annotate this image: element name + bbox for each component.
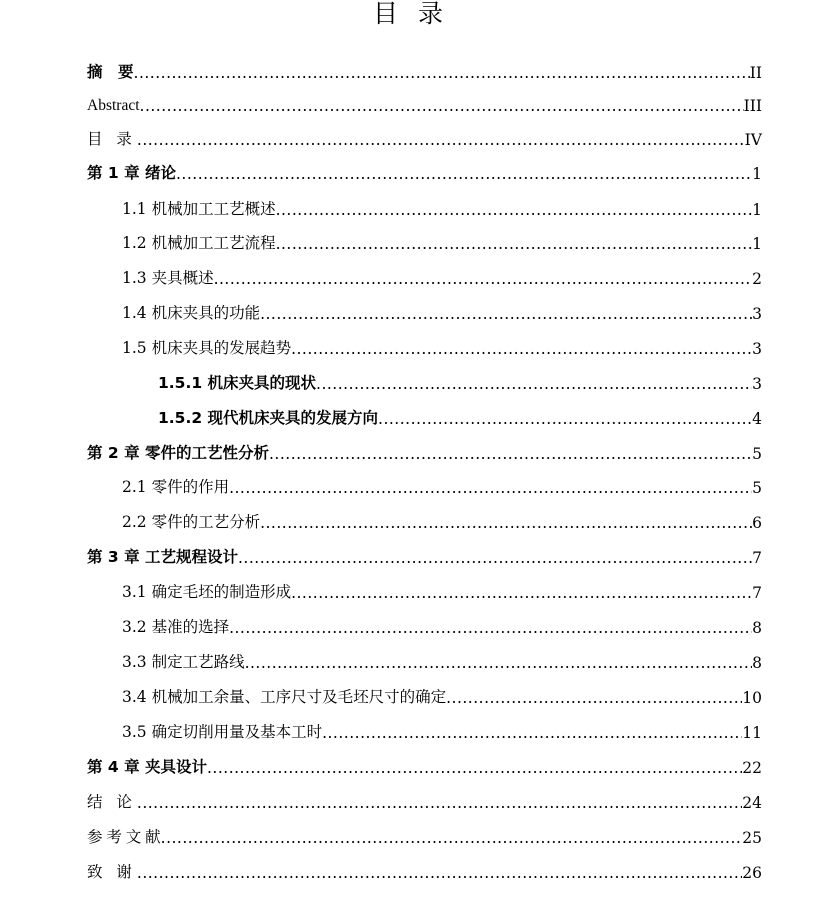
toc-leader-dots bbox=[176, 165, 752, 183]
toc-leader-dots bbox=[137, 131, 745, 149]
toc-leader-dots bbox=[140, 97, 744, 115]
toc-entry-page: 1 bbox=[752, 201, 762, 219]
toc-entry-references[interactable] bbox=[87, 823, 762, 847]
toc-entry-page: 1 bbox=[752, 165, 762, 183]
toc-entry-page: 8 bbox=[752, 619, 762, 637]
toc-entry-label: 第 1 章 绪论 bbox=[87, 164, 176, 182]
toc-leader-dots bbox=[214, 270, 753, 288]
toc-entry-chapter-4[interactable] bbox=[87, 753, 762, 777]
toc-leader-dots bbox=[207, 759, 742, 777]
toc-leader-dots bbox=[134, 64, 750, 82]
toc-entry-page: 6 bbox=[752, 514, 762, 532]
toc-entry-label: 1.5.2 现代机床夹具的发展方向 bbox=[158, 409, 379, 427]
toc-entry-page: 3 bbox=[752, 375, 762, 393]
toc-entry-3-4[interactable] bbox=[122, 683, 762, 707]
toc-entry-contents[interactable] bbox=[87, 125, 762, 149]
toc-entry-acknowledgements[interactable] bbox=[87, 858, 762, 882]
toc-entry-1-5-2[interactable] bbox=[158, 404, 762, 428]
toc-entry-label: 第 3 章 工艺规程设计 bbox=[87, 548, 238, 566]
toc-entry-page: 24 bbox=[742, 794, 762, 812]
toc-entry-page: 1 bbox=[752, 235, 762, 253]
toc-entry-abstract-cn[interactable] bbox=[87, 58, 762, 82]
toc-entry-page: 8 bbox=[752, 654, 762, 672]
toc-entry-chapter-1[interactable] bbox=[87, 159, 762, 183]
toc-leader-dots bbox=[291, 340, 752, 358]
toc-entry-1-2[interactable] bbox=[122, 229, 762, 253]
toc-entry-page: 25 bbox=[742, 829, 762, 847]
toc-leader-dots bbox=[269, 445, 752, 463]
toc-entry-label: 目 录 bbox=[87, 131, 137, 148]
toc-leader-dots bbox=[260, 514, 752, 532]
toc-entry-3-1[interactable] bbox=[122, 578, 762, 602]
toc-entry-2-2[interactable] bbox=[122, 508, 762, 532]
toc-entry-page: II bbox=[749, 64, 762, 82]
toc-entry-page: 11 bbox=[742, 724, 762, 742]
toc-entry-chapter-3[interactable] bbox=[87, 543, 762, 567]
toc-leader-dots bbox=[378, 410, 752, 428]
toc-entry-label: 结 论 bbox=[87, 794, 137, 811]
toc-entry-label: 3.2 基准的选择 bbox=[122, 618, 230, 636]
toc-entry-1-5-1[interactable] bbox=[158, 369, 762, 393]
toc-entry-label: 3.5 确定切削用量及基本工时 bbox=[122, 723, 323, 741]
toc-entry-page: 22 bbox=[742, 759, 762, 777]
toc-leader-dots bbox=[316, 375, 752, 393]
toc-entry-3-2[interactable] bbox=[122, 613, 762, 637]
toc-entry-page: 3 bbox=[752, 305, 762, 323]
toc-entry-1-4[interactable] bbox=[122, 299, 762, 323]
toc-entry-label: 3.4 机械加工余量、工序尺寸及毛坯尺寸的确定 bbox=[122, 688, 447, 706]
toc-entry-3-3[interactable] bbox=[122, 648, 762, 672]
toc-entry-chapter-2[interactable] bbox=[87, 439, 762, 463]
toc-entry-1-3[interactable] bbox=[122, 264, 762, 288]
toc-entry-page: 10 bbox=[742, 689, 762, 707]
page-title: 目 录 bbox=[373, 0, 449, 28]
toc-entry-page: 2 bbox=[752, 270, 762, 288]
toc-entry-2-1[interactable] bbox=[122, 473, 762, 497]
toc-entry-label: 1.2 机械加工工艺流程 bbox=[122, 234, 276, 252]
toc-entry-1-5[interactable] bbox=[122, 334, 762, 358]
toc-entry-label: 1.5.1 机床夹具的现状 bbox=[158, 374, 317, 392]
toc-entry-1-1[interactable] bbox=[122, 195, 762, 219]
toc-entry-abstract-en[interactable] bbox=[87, 91, 762, 115]
toc-leader-dots bbox=[291, 584, 752, 602]
toc-leader-dots bbox=[276, 201, 753, 219]
toc-leader-dots bbox=[161, 829, 743, 847]
toc-entry-3-5[interactable] bbox=[122, 718, 762, 742]
toc-leader-dots bbox=[276, 235, 753, 253]
toc-entry-label: 2.2 零件的工艺分析 bbox=[122, 513, 261, 531]
toc-leader-dots bbox=[137, 794, 742, 812]
toc-entry-label: 1.1 机械加工工艺概述 bbox=[122, 200, 276, 218]
toc-entry-page: 5 bbox=[752, 445, 762, 463]
toc-entry-label: 第 4 章 夹具设计 bbox=[87, 758, 207, 776]
toc-entry-page: 5 bbox=[752, 479, 762, 497]
toc-entry-page: 7 bbox=[752, 584, 762, 602]
toc-entry-label: 第 2 章 零件的工艺性分析 bbox=[87, 444, 269, 462]
toc-leader-dots bbox=[238, 549, 752, 567]
toc-entry-label: 致 谢 bbox=[87, 864, 137, 881]
toc-leader-dots bbox=[245, 654, 753, 672]
toc-entry-label: 1.3 夹具概述 bbox=[122, 269, 214, 287]
toc-leader-dots bbox=[137, 864, 742, 882]
toc-entry-label: 3.1 确定毛坯的制造形成 bbox=[122, 583, 292, 601]
toc-leader-dots bbox=[322, 724, 742, 742]
toc-entry-page: 3 bbox=[752, 340, 762, 358]
toc-entry-label: 3.3 制定工艺路线 bbox=[122, 653, 245, 671]
toc-entry-label: 参 考 文 献 bbox=[87, 829, 161, 846]
toc-entry-page: 7 bbox=[752, 549, 762, 567]
toc-leader-dots bbox=[229, 479, 752, 497]
toc-leader-dots bbox=[446, 689, 742, 707]
toc-leader-dots bbox=[229, 619, 752, 637]
toc-entry-label: 摘 要 bbox=[87, 63, 134, 81]
toc-entry-label: 1.5 机床夹具的发展趋势 bbox=[122, 339, 292, 357]
toc-entry-label: Abstract bbox=[87, 97, 140, 114]
toc-entry-page: 26 bbox=[742, 864, 762, 882]
toc-entry-page: 4 bbox=[752, 410, 762, 428]
toc-entry-label: 2.1 零件的作用 bbox=[122, 478, 230, 496]
toc-leader-dots bbox=[260, 305, 752, 323]
toc-entry-conclusion[interactable] bbox=[87, 788, 762, 812]
toc-entry-label: 1.4 机床夹具的功能 bbox=[122, 304, 261, 322]
toc-entry-page: III bbox=[743, 97, 762, 115]
toc-entry-page: IV bbox=[744, 131, 762, 149]
